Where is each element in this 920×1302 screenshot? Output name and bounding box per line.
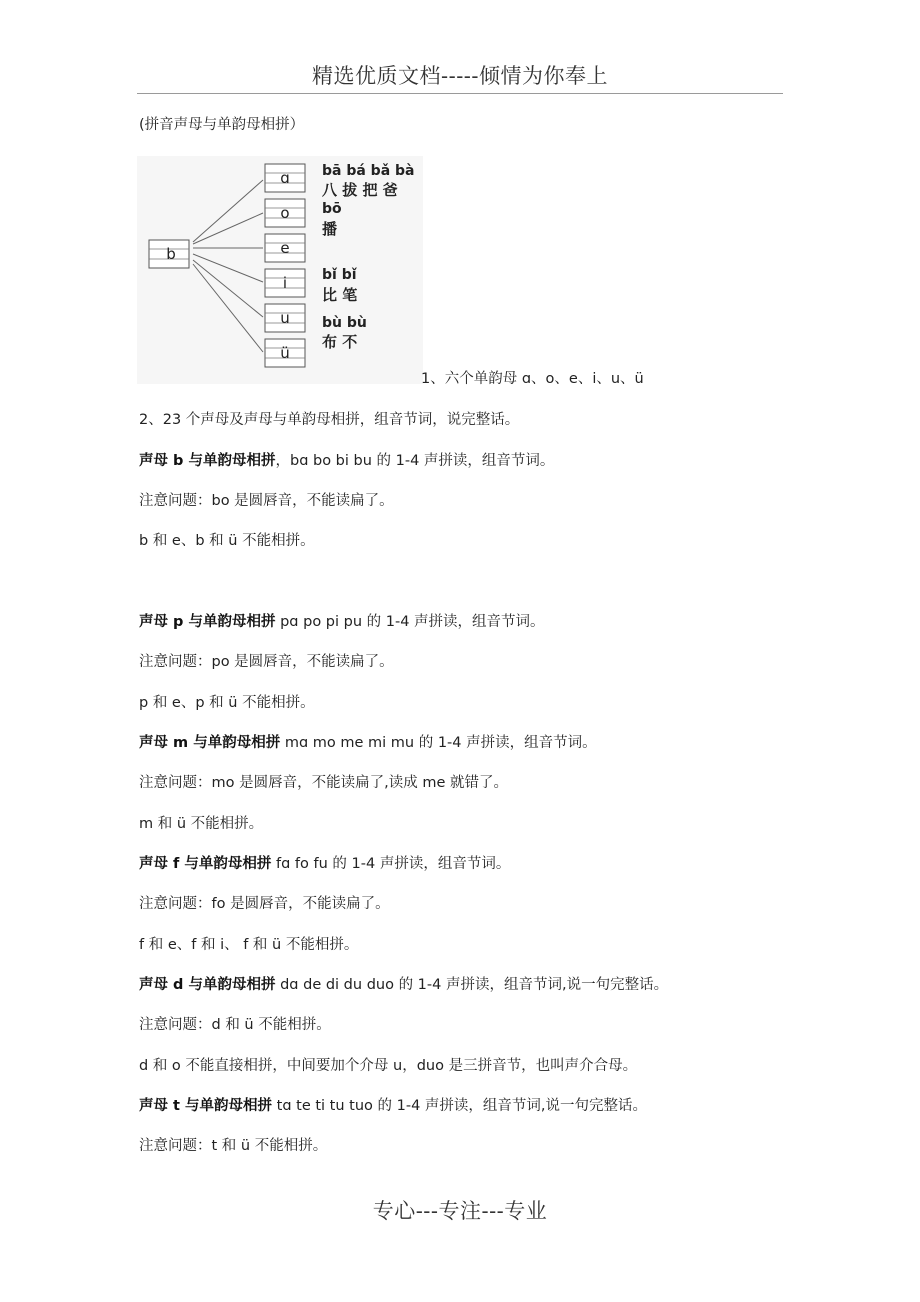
line-text: fɑ fo fu 的 1-4 声拼读，组音节词。 <box>271 856 511 872</box>
syllable-pinyin: bù bù <box>322 315 367 331</box>
connector-lines <box>193 180 263 352</box>
line-text: 注意问题：d 和 ü 不能相拼。 <box>139 1017 331 1033</box>
vowel-box <box>265 304 305 332</box>
body-line <box>139 774 508 792</box>
body-line <box>139 976 668 994</box>
vowel-letter: e <box>280 239 290 257</box>
body-line <box>139 452 554 470</box>
line-text: 注意问题：fo 是圆唇音，不能读扁了。 <box>139 896 390 912</box>
vowel-letter: o <box>280 204 290 222</box>
body-line <box>139 532 315 550</box>
body-line <box>139 492 394 510</box>
line-text: b 和 e、b 和 ü 不能相拼。 <box>139 533 315 549</box>
line-text: 注意问题：t 和 ü 不能相拼。 <box>139 1138 328 1154</box>
consonant-box <box>149 240 189 268</box>
line-bold-lead: 声母 b 与单韵母相拼 <box>139 453 276 469</box>
line-text: 注意问题：bo 是圆唇音，不能读扁了。 <box>139 493 394 509</box>
body-line <box>139 411 519 429</box>
line-text: tɑ te ti tu tuo 的 1-4 声拼读，组音节词,说一句完整话。 <box>272 1098 648 1114</box>
line-bold-lead: 声母 d 与单韵母相拼 <box>139 977 276 993</box>
syllable-hanzi: 比 笔 <box>322 286 358 304</box>
line-text: pɑ po pi pu 的 1-4 声拼读，组音节词。 <box>275 614 545 630</box>
vowel-letter: i <box>282 274 288 292</box>
line-text: d 和 o 不能直接相拼，中间要加个介母 u，duo 是三拼音节，也叫声介合母。 <box>139 1058 638 1074</box>
vowel-box <box>265 269 305 297</box>
vowel-box <box>265 164 305 192</box>
body-line <box>139 855 510 873</box>
line-text: ，bɑ bo bi bu 的 1-4 声拼读，组音节词。 <box>275 453 555 469</box>
page-footer: 专心---专注---专业 <box>372 1199 548 1223</box>
page-header: 精选优质文档-----倾情为你奉上 <box>312 64 608 88</box>
line-bold-lead: 声母 m 与单韵母相拼 <box>139 735 281 751</box>
point-1-caption: 1、六个单韵母 ɑ、o、e、i、u、ü <box>421 371 644 387</box>
connector-line <box>193 180 263 242</box>
vowel-box <box>265 199 305 227</box>
line-text: m 和 ü 不能相拼。 <box>139 816 264 832</box>
body-line <box>139 895 390 913</box>
line-text: p 和 e、p 和 ü 不能相拼。 <box>139 695 315 711</box>
line-bold-lead: 声母 t 与单韵母相拼 <box>139 1098 273 1114</box>
line-text: 注意问题：mo 是圆唇音，不能读扁了,读成 me 就错了。 <box>139 775 508 791</box>
vowel-box <box>265 339 305 367</box>
pinyin-diagram-figure <box>137 156 423 384</box>
body-line <box>139 734 597 752</box>
body-line <box>139 613 545 631</box>
line-text: 2、23 个声母及声母与单韵母相拼，组音节词，说完整话。 <box>139 412 520 428</box>
body-line <box>139 1097 647 1115</box>
line-bold-lead: 声母 p 与单韵母相拼 <box>139 614 276 630</box>
body-line <box>139 815 263 833</box>
consonant-letter: b <box>166 245 176 263</box>
syllable-hanzi: 八 拔 把 爸 <box>322 181 398 199</box>
vowel-box <box>265 234 305 262</box>
vowel-letter: ü <box>280 344 290 362</box>
header-divider <box>137 93 783 94</box>
body-line <box>139 1016 331 1034</box>
line-text: 注意问题：po 是圆唇音，不能读扁了。 <box>139 654 394 670</box>
line-text: dɑ de di du duo 的 1-4 声拼读，组音节词,说一句完整话。 <box>275 977 669 993</box>
connector-line <box>193 213 263 244</box>
line-text: mɑ mo me mi mu 的 1-4 声拼读，组音节词。 <box>280 735 597 751</box>
vowel-letter: ɑ <box>280 169 290 187</box>
syllable-pinyin: bō <box>322 201 342 217</box>
line-bold-lead: 声母 f 与单韵母相拼 <box>139 856 272 872</box>
syllable-hanzi: 布 不 <box>322 333 358 351</box>
pinyin-diagram <box>137 156 423 384</box>
intro-note: (拼音声母与单韵母相拼） <box>139 117 305 133</box>
body-line <box>139 653 394 671</box>
line-text: f 和 e、f 和 i、 f 和 ü 不能相拼。 <box>139 937 359 953</box>
body-line <box>139 694 315 712</box>
syllable-pinyin: bā bá bǎ bà <box>322 163 415 179</box>
syllable-pinyin: bǐ bǐ <box>322 267 357 283</box>
body-line <box>139 936 358 954</box>
syllable-hanzi: 播 <box>322 220 338 238</box>
body-line <box>139 1057 637 1075</box>
body-line <box>139 1137 327 1155</box>
vowel-letter: u <box>280 309 290 327</box>
